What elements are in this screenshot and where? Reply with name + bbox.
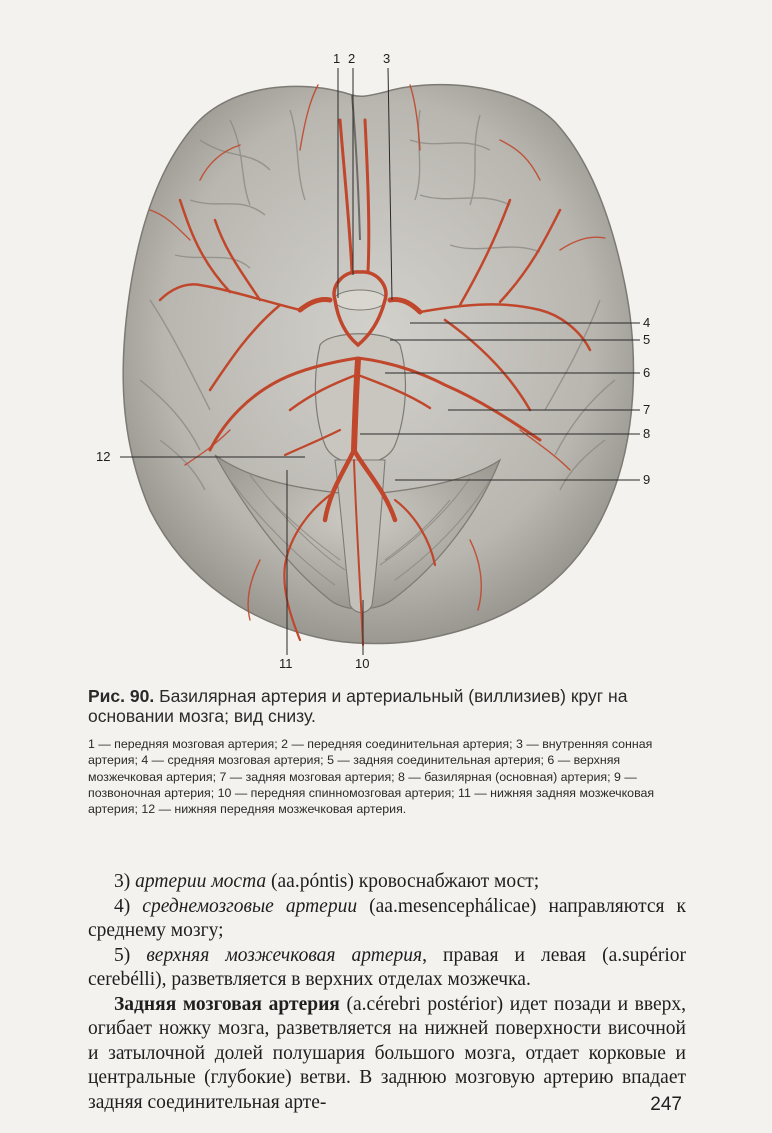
callout-5: 5 [643,332,651,347]
item-number: 4) [114,895,143,917]
body-text [88,870,686,1115]
paragraph-text: , правая и левая (a.supérior cerebélli), разветвляется в верхних отделах мозжечка. [88,944,687,990]
callout-9: 9 [643,472,651,487]
callout-8: 8 [643,426,651,441]
paragraph-3 [88,870,686,895]
callout-2: 2 [348,51,356,66]
term: верхняя мозжечковая артерия [146,944,423,966]
paragraph-text: (aa.póntis) кровоснабжают мост; [266,871,540,892]
callout-1: 1 [333,51,341,66]
item-number: 3) [114,871,136,892]
callout-6: 6 [643,365,651,380]
term: Задняя мозговая артерия [114,993,340,1015]
paragraph-text: (aa.mesencephálicae) направляются к среднему мозгу; [88,895,686,941]
figure-legend: 1 — передняя мозговая артерия; 2 — передняя соединительная артерия; 3 — внутренняя сонная артерия; 4 — средняя мозговая артерия; 5 — задняя соединительная артерия; 6 — верхняя мозжечковая артерия; 7 — задняя мозговая артерия; 8 — базилярная (основная) артерия; 9 — позвоночная артерия; 10 — передняя спинномозговая артерия; 11 — нижняя задняя мозжечковая артерия; 12 — нижняя передняя мозжечковая артерия. [88,737,655,817]
figure-label: Рис. 90. [88,686,155,706]
item-number: 5) [114,944,147,966]
term: артерии моста [135,871,267,892]
paragraph-4 [88,895,686,944]
callout-10: 10 [355,656,370,671]
term: среднемозговые артерии [142,895,358,917]
callout-7: 7 [643,402,651,417]
figure-caption-title [88,686,688,726]
paragraph-text: (a.cérebri postérior) идет позади и вверх, огибает ножку мозга, разветвляется на нижней поверхности височной и затылочной долей полушария большого мозга, отдает корковые и центральные (глубокие) ветви. В заднюю мозговую артерию впадает задняя соединительная арте- [88,993,686,1113]
figure-title-text: Базилярная артерия и артериальный (виллизиев) круг на основании мозга; вид снизу. [88,686,628,726]
callout-4: 4 [643,315,651,330]
callout-12: 12 [96,449,111,464]
brain-silhouette [123,85,633,644]
page-number: 247 [650,1094,682,1115]
callout-3: 3 [383,51,391,66]
paragraph-posterior-cerebral [88,993,686,1116]
paragraph-5 [88,944,686,993]
callout-11: 11 [279,656,293,671]
